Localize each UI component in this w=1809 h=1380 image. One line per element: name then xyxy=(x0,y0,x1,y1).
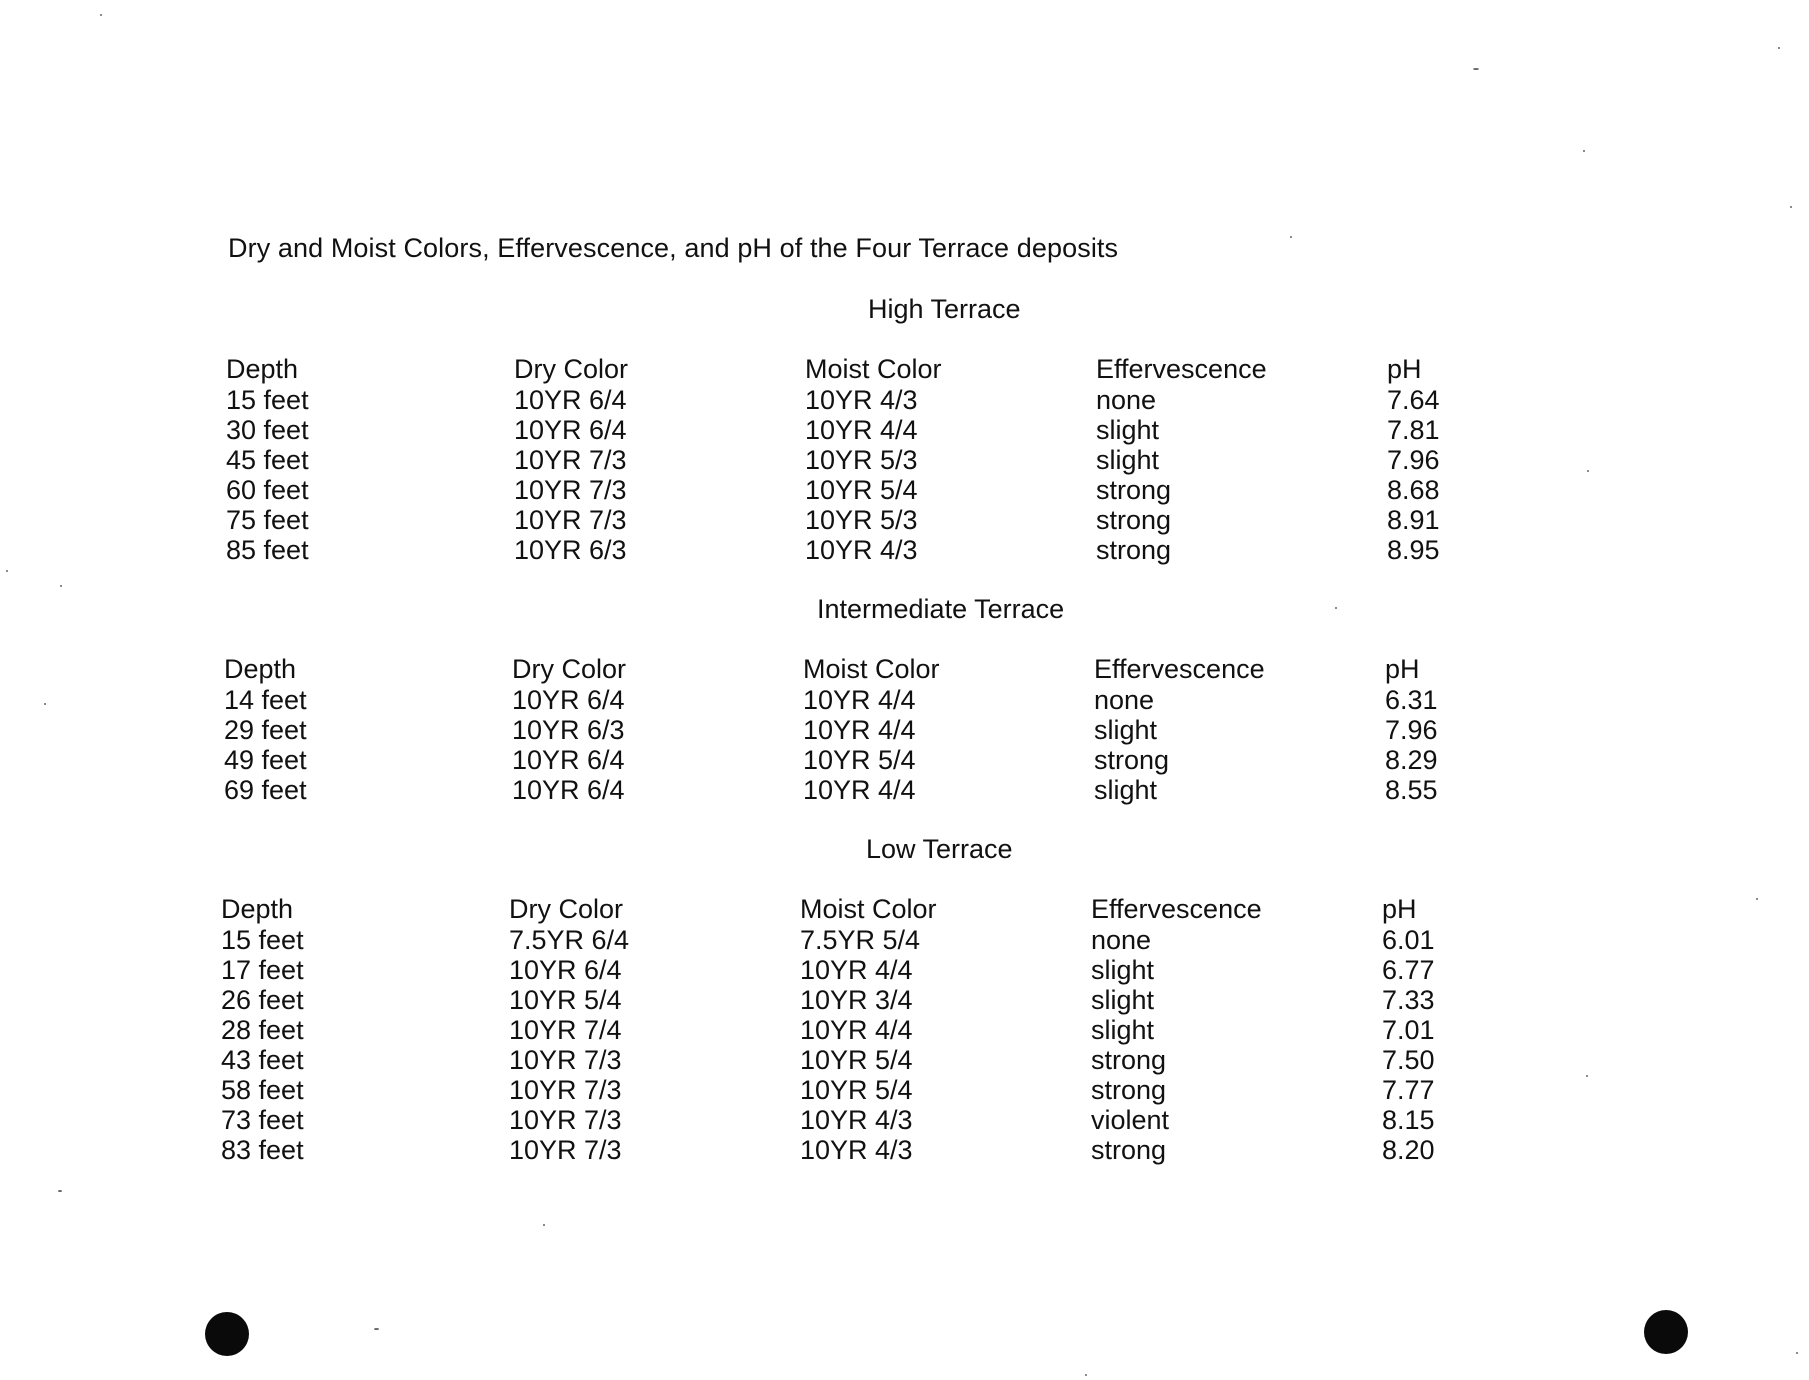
depth-cell: 73 feet xyxy=(221,1105,304,1135)
scan-speck xyxy=(100,14,102,16)
moist-color-cell: 7.5YR 5/4 xyxy=(800,925,921,955)
scan-speck xyxy=(374,1328,379,1330)
document-title: Dry and Moist Colors, Effervescence, and pH of the Four Terrace deposits xyxy=(228,233,1119,263)
depth-cell: 14 feet xyxy=(224,685,307,715)
moist-color-cell: 10YR 4/3 xyxy=(805,535,918,565)
dry-color-cell: 10YR 7/3 xyxy=(509,1135,622,1165)
scan-speck xyxy=(1586,1075,1588,1077)
ph-cell: 6.77 xyxy=(1382,955,1435,985)
scan-speck xyxy=(543,1224,545,1226)
depth-cell: 29 feet xyxy=(224,715,307,745)
table-row xyxy=(221,1075,1472,1105)
column-header-depth: Depth xyxy=(226,354,299,384)
scan-speck xyxy=(1756,898,1758,900)
depth-cell: 28 feet xyxy=(221,1015,304,1045)
ph-cell: 7.96 xyxy=(1387,445,1440,475)
effervescence-cell: strong xyxy=(1096,475,1172,505)
column-header-moist-color: Moist Color xyxy=(800,894,937,924)
effervescence-cell: slight xyxy=(1091,985,1155,1015)
ph-cell: 7.50 xyxy=(1382,1045,1435,1075)
effervescence-cell: slight xyxy=(1091,1015,1155,1045)
column-header-depth: Depth xyxy=(224,654,297,684)
column-header-dry-color: Dry Color xyxy=(514,354,629,384)
effervescence-cell: strong xyxy=(1096,535,1172,565)
moist-color-cell: 10YR 4/4 xyxy=(803,715,916,745)
scan-speck xyxy=(1778,47,1780,49)
ph-cell: 8.55 xyxy=(1385,775,1438,805)
moist-color-cell: 10YR 4/4 xyxy=(805,415,918,445)
moist-color-cell: 10YR 5/3 xyxy=(805,445,918,475)
intermediate-terrace-table xyxy=(224,654,1475,805)
ph-cell: 8.91 xyxy=(1387,505,1440,535)
scan-speck xyxy=(1790,206,1792,208)
moist-color-cell: 10YR 3/4 xyxy=(800,985,913,1015)
scan-speck xyxy=(1473,68,1479,70)
table-row xyxy=(226,505,1477,535)
moist-color-cell: 10YR 5/4 xyxy=(805,475,918,505)
moist-color-cell: 10YR 4/3 xyxy=(805,385,918,415)
table-row xyxy=(221,1105,1472,1135)
dry-color-cell: 10YR 7/3 xyxy=(509,1075,622,1105)
column-header-effervescence: Effervescence xyxy=(1094,654,1265,684)
scan-speck xyxy=(6,570,8,572)
scan-speck xyxy=(1290,236,1292,238)
depth-cell: 69 feet xyxy=(224,775,307,805)
dry-color-cell: 10YR 7/3 xyxy=(514,475,627,505)
dry-color-cell: 10YR 6/3 xyxy=(512,715,625,745)
effervescence-cell: slight xyxy=(1094,715,1158,745)
low-terrace-table xyxy=(221,894,1472,1165)
table-row xyxy=(226,535,1477,565)
depth-cell: 85 feet xyxy=(226,535,309,565)
ph-cell: 7.96 xyxy=(1385,715,1438,745)
depth-cell: 43 feet xyxy=(221,1045,304,1075)
column-header-ph: pH xyxy=(1382,894,1417,924)
table-row xyxy=(221,925,1472,955)
table-row xyxy=(221,955,1472,985)
table-row xyxy=(224,715,1475,745)
ph-cell: 7.81 xyxy=(1387,415,1440,445)
ph-cell: 6.01 xyxy=(1382,925,1435,955)
dry-color-cell: 10YR 6/4 xyxy=(512,775,625,805)
dry-color-cell: 10YR 6/3 xyxy=(514,535,627,565)
scan-speck xyxy=(1583,150,1585,152)
effervescence-cell: slight xyxy=(1094,775,1158,805)
column-header-effervescence: Effervescence xyxy=(1096,354,1267,384)
effervescence-cell: slight xyxy=(1091,955,1155,985)
table-row xyxy=(226,445,1477,475)
dry-color-cell: 10YR 7/3 xyxy=(514,505,627,535)
column-header-dry-color: Dry Color xyxy=(509,894,624,924)
table-row xyxy=(224,745,1475,775)
dry-color-cell: 10YR 7/3 xyxy=(509,1105,622,1135)
dry-color-cell: 10YR 5/4 xyxy=(509,985,622,1015)
moist-color-cell: 10YR 5/4 xyxy=(800,1045,913,1075)
effervescence-cell: strong xyxy=(1091,1135,1167,1165)
punch-hole-right xyxy=(1644,1310,1688,1354)
section-title-high-terrace: High Terrace xyxy=(868,294,1021,324)
ph-cell: 7.33 xyxy=(1382,985,1435,1015)
ph-cell: 8.29 xyxy=(1385,745,1438,775)
ph-cell: 8.20 xyxy=(1382,1135,1435,1165)
effervescence-cell: none xyxy=(1096,385,1157,415)
scan-speck xyxy=(60,585,62,587)
moist-color-cell: 10YR 4/3 xyxy=(800,1105,913,1135)
table-row xyxy=(221,985,1472,1015)
moist-color-cell: 10YR 4/4 xyxy=(800,1015,913,1045)
effervescence-cell: none xyxy=(1094,685,1155,715)
scan-speck xyxy=(1335,607,1337,609)
depth-cell: 17 feet xyxy=(221,955,304,985)
effervescence-cell: strong xyxy=(1091,1045,1167,1075)
ph-cell: 8.68 xyxy=(1387,475,1440,505)
column-header-ph: pH xyxy=(1387,354,1422,384)
table-row xyxy=(226,475,1477,505)
column-header-dry-color: Dry Color xyxy=(512,654,627,684)
scan-speck xyxy=(1796,1352,1798,1354)
depth-cell: 15 feet xyxy=(226,385,309,415)
depth-cell: 75 feet xyxy=(226,505,309,535)
dry-color-cell: 10YR 6/4 xyxy=(512,685,625,715)
depth-cell: 15 feet xyxy=(221,925,304,955)
dry-color-cell: 10YR 6/4 xyxy=(514,385,627,415)
effervescence-cell: strong xyxy=(1096,505,1172,535)
effervescence-cell: slight xyxy=(1096,415,1160,445)
dry-color-cell: 10YR 7/4 xyxy=(509,1015,622,1045)
moist-color-cell: 10YR 5/3 xyxy=(805,505,918,535)
moist-color-cell: 10YR 4/4 xyxy=(803,685,916,715)
dry-color-cell: 10YR 6/4 xyxy=(509,955,622,985)
table-row xyxy=(224,775,1475,805)
section-title-low-terrace: Low Terrace xyxy=(866,834,1013,864)
ph-cell: 6.31 xyxy=(1385,685,1438,715)
table-row xyxy=(221,1045,1472,1075)
ph-cell: 8.15 xyxy=(1382,1105,1435,1135)
table-header-row xyxy=(224,654,1475,685)
depth-cell: 83 feet xyxy=(221,1135,304,1165)
dry-color-cell: 10YR 7/3 xyxy=(509,1045,622,1075)
column-header-moist-color: Moist Color xyxy=(803,654,940,684)
ph-cell: 7.77 xyxy=(1382,1075,1435,1105)
dry-color-cell: 7.5YR 6/4 xyxy=(509,925,630,955)
table-row xyxy=(221,1135,1472,1165)
punch-hole-left xyxy=(205,1312,249,1356)
column-header-ph: pH xyxy=(1385,654,1420,684)
scan-speck xyxy=(44,703,46,705)
effervescence-cell: none xyxy=(1091,925,1152,955)
moist-color-cell: 10YR 5/4 xyxy=(800,1075,913,1105)
table-row xyxy=(224,685,1475,715)
dry-color-cell: 10YR 6/4 xyxy=(514,415,627,445)
high-terrace-table xyxy=(226,354,1477,565)
effervescence-cell: slight xyxy=(1096,445,1160,475)
ph-cell: 7.01 xyxy=(1382,1015,1435,1045)
table-row xyxy=(226,385,1477,415)
table-row xyxy=(226,415,1477,445)
moist-color-cell: 10YR 4/3 xyxy=(800,1135,913,1165)
dry-color-cell: 10YR 6/4 xyxy=(512,745,625,775)
scan-speck xyxy=(58,1190,62,1192)
section-title-intermediate-terrace: Intermediate Terrace xyxy=(817,594,1065,624)
dry-color-cell: 10YR 7/3 xyxy=(514,445,627,475)
ph-cell: 8.95 xyxy=(1387,535,1440,565)
table-row xyxy=(221,1015,1472,1045)
moist-color-cell: 10YR 5/4 xyxy=(803,745,916,775)
table-header-row xyxy=(221,894,1472,925)
depth-cell: 60 feet xyxy=(226,475,309,505)
ph-cell: 7.64 xyxy=(1387,385,1440,415)
effervescence-cell: strong xyxy=(1094,745,1170,775)
column-header-moist-color: Moist Color xyxy=(805,354,942,384)
moist-color-cell: 10YR 4/4 xyxy=(800,955,913,985)
effervescence-cell: violent xyxy=(1091,1105,1170,1135)
depth-cell: 49 feet xyxy=(224,745,307,775)
scan-speck xyxy=(1587,470,1589,472)
column-header-depth: Depth xyxy=(221,894,294,924)
depth-cell: 30 feet xyxy=(226,415,309,445)
effervescence-cell: strong xyxy=(1091,1075,1167,1105)
column-header-effervescence: Effervescence xyxy=(1091,894,1262,924)
moist-color-cell: 10YR 4/4 xyxy=(803,775,916,805)
scan-speck xyxy=(1085,1374,1087,1376)
depth-cell: 45 feet xyxy=(226,445,309,475)
depth-cell: 58 feet xyxy=(221,1075,304,1105)
depth-cell: 26 feet xyxy=(221,985,304,1015)
table-header-row xyxy=(226,354,1477,385)
